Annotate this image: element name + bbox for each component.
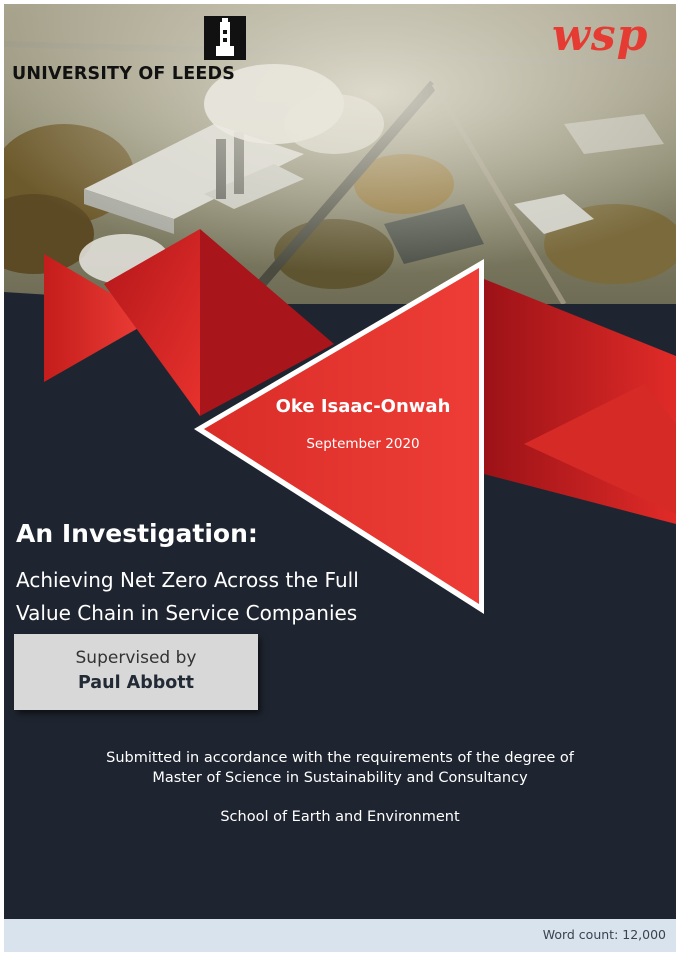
submission-date: September 2020 xyxy=(306,436,420,452)
supervisor-label: Supervised by xyxy=(75,648,197,668)
wsp-logo xyxy=(552,10,672,90)
cover-page xyxy=(4,4,676,952)
footer-strip xyxy=(4,919,676,952)
word-count: Word count: 12,000 xyxy=(542,927,666,942)
wsp-wordmark: wsp xyxy=(552,10,649,61)
school-name: School of Earth and Environment xyxy=(220,809,460,825)
page-subtitle xyxy=(16,564,359,630)
submission-line-1: Submitted in accordance with the requirements of the degree of xyxy=(106,750,574,766)
submission-line-2: Master of Science in Sustainability and Consultancy xyxy=(152,770,528,786)
university-name: UNIVERSITY OF LEEDS xyxy=(12,64,236,84)
subtitle-line-2: Value Chain in Service Companies xyxy=(16,601,358,625)
submission-statement xyxy=(4,748,676,788)
university-crest-icon xyxy=(204,16,246,60)
supervisor-name: Paul Abbott xyxy=(77,673,195,693)
subtitle-line-1: Achieving Net Zero Across the Full xyxy=(16,568,359,592)
supervisor-box xyxy=(14,634,258,710)
page-title: An Investigation: xyxy=(16,519,258,548)
author-name: Oke Isaac-Onwah xyxy=(275,396,451,417)
